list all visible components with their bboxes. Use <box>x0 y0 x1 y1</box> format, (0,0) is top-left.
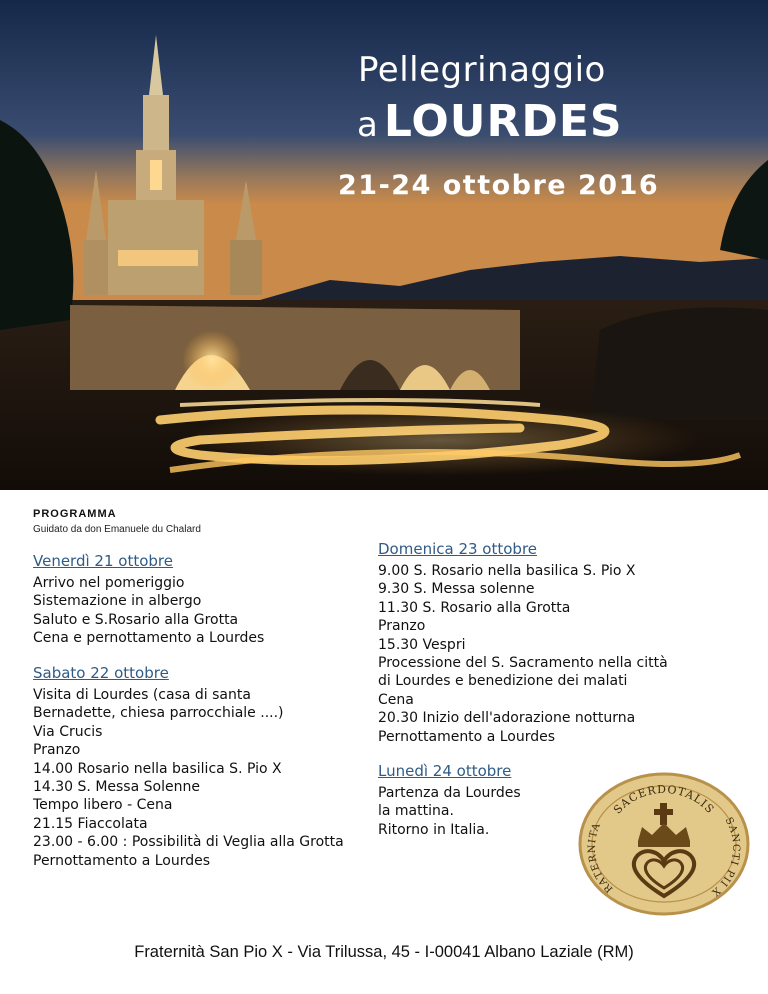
title-main: LOURDES <box>383 96 623 147</box>
day-friday <box>33 552 264 648</box>
schedule-line: la mattina. <box>378 803 454 820</box>
schedule-line: Processione del S. Sacramento nella città <box>378 655 668 672</box>
schedule-line: 11.30 S. Rosario alla Grotta <box>378 599 571 616</box>
schedule-line: 20.30 Inizio dell'adorazione notturna <box>378 710 636 727</box>
schedule-line: Cena <box>378 691 414 708</box>
seal-emblem-icon <box>576 771 752 917</box>
day-monday <box>378 762 521 839</box>
programme-subheading: Guidato da don Emanuele du Chalard <box>33 524 201 535</box>
schedule-line: Arrivo nel pomeriggio <box>33 575 185 591</box>
day-saturday <box>33 664 344 870</box>
fraternity-seal <box>576 771 752 917</box>
hero-photo <box>0 0 768 490</box>
schedule-line: 23.00 - 6.00 : Possibilità di Veglia alla Grotta <box>33 834 344 851</box>
programme-heading: PROGRAMMA <box>33 508 117 520</box>
day-title: Venerdì 21 ottobre <box>33 552 173 570</box>
event-dates: 21-24 ottobre 2016 <box>338 170 660 201</box>
schedule-line: Pranzo <box>33 742 81 759</box>
seal-left-text: RATERNITA <box>586 820 616 895</box>
schedule-line: Via Crucis <box>33 723 103 740</box>
schedule-line: Tempo libero - Cena <box>33 797 173 814</box>
schedule-line: Partenza da Lourdes <box>378 785 521 801</box>
seal-top-text: SACERDOTALIS <box>610 782 718 817</box>
schedule-line: 9.30 S. Messa solenne <box>378 581 535 598</box>
day-title: Sabato 22 ottobre <box>33 664 169 682</box>
schedule-line: 9.00 S. Rosario nella basilica S. Pio X <box>378 563 636 579</box>
schedule-line: 14.30 S. Messa Solenne <box>33 779 200 796</box>
day-sunday <box>378 540 668 746</box>
schedule-line: 15.30 Vespri <box>378 636 466 653</box>
schedule-line: 14.00 Rosario nella basilica S. Pio X <box>33 760 282 777</box>
schedule-line: Visita di Lourdes (casa di santa <box>33 687 251 703</box>
day-title: Domenica 23 ottobre <box>378 540 538 558</box>
schedule-line: Saluto e S.Rosario alla Grotta <box>33 611 239 628</box>
title-prefix: a <box>357 105 378 145</box>
schedule-line: Bernadette, chiesa parrocchiale ....) <box>33 705 284 722</box>
day-title: Lunedì 24 ottobre <box>378 762 512 780</box>
title-pellegrinaggio: Pellegrinaggio <box>358 50 606 90</box>
schedule-line: 21.15 Fiaccolata <box>33 815 148 832</box>
schedule-line: Cena e pernottamento a Lourdes <box>33 630 265 647</box>
schedule-line: Ritorno in Italia. <box>378 821 490 838</box>
schedule-line: Sistemazione in albergo <box>33 593 202 610</box>
schedule-line: di Lourdes e benedizione dei malati <box>378 673 628 690</box>
schedule-line: Pranzo <box>378 618 426 635</box>
footer-address: Fraternità San Pio X - Via Trilussa, 45 - I-00041 Albano Laziale (RM) <box>134 943 634 961</box>
schedule-line: Pernottamento a Lourdes <box>33 852 211 869</box>
schedule-line: Pernottamento a Lourdes <box>378 728 556 745</box>
seal-right-text: SANCTI PII X <box>708 815 742 899</box>
title-lourdes <box>357 96 687 147</box>
